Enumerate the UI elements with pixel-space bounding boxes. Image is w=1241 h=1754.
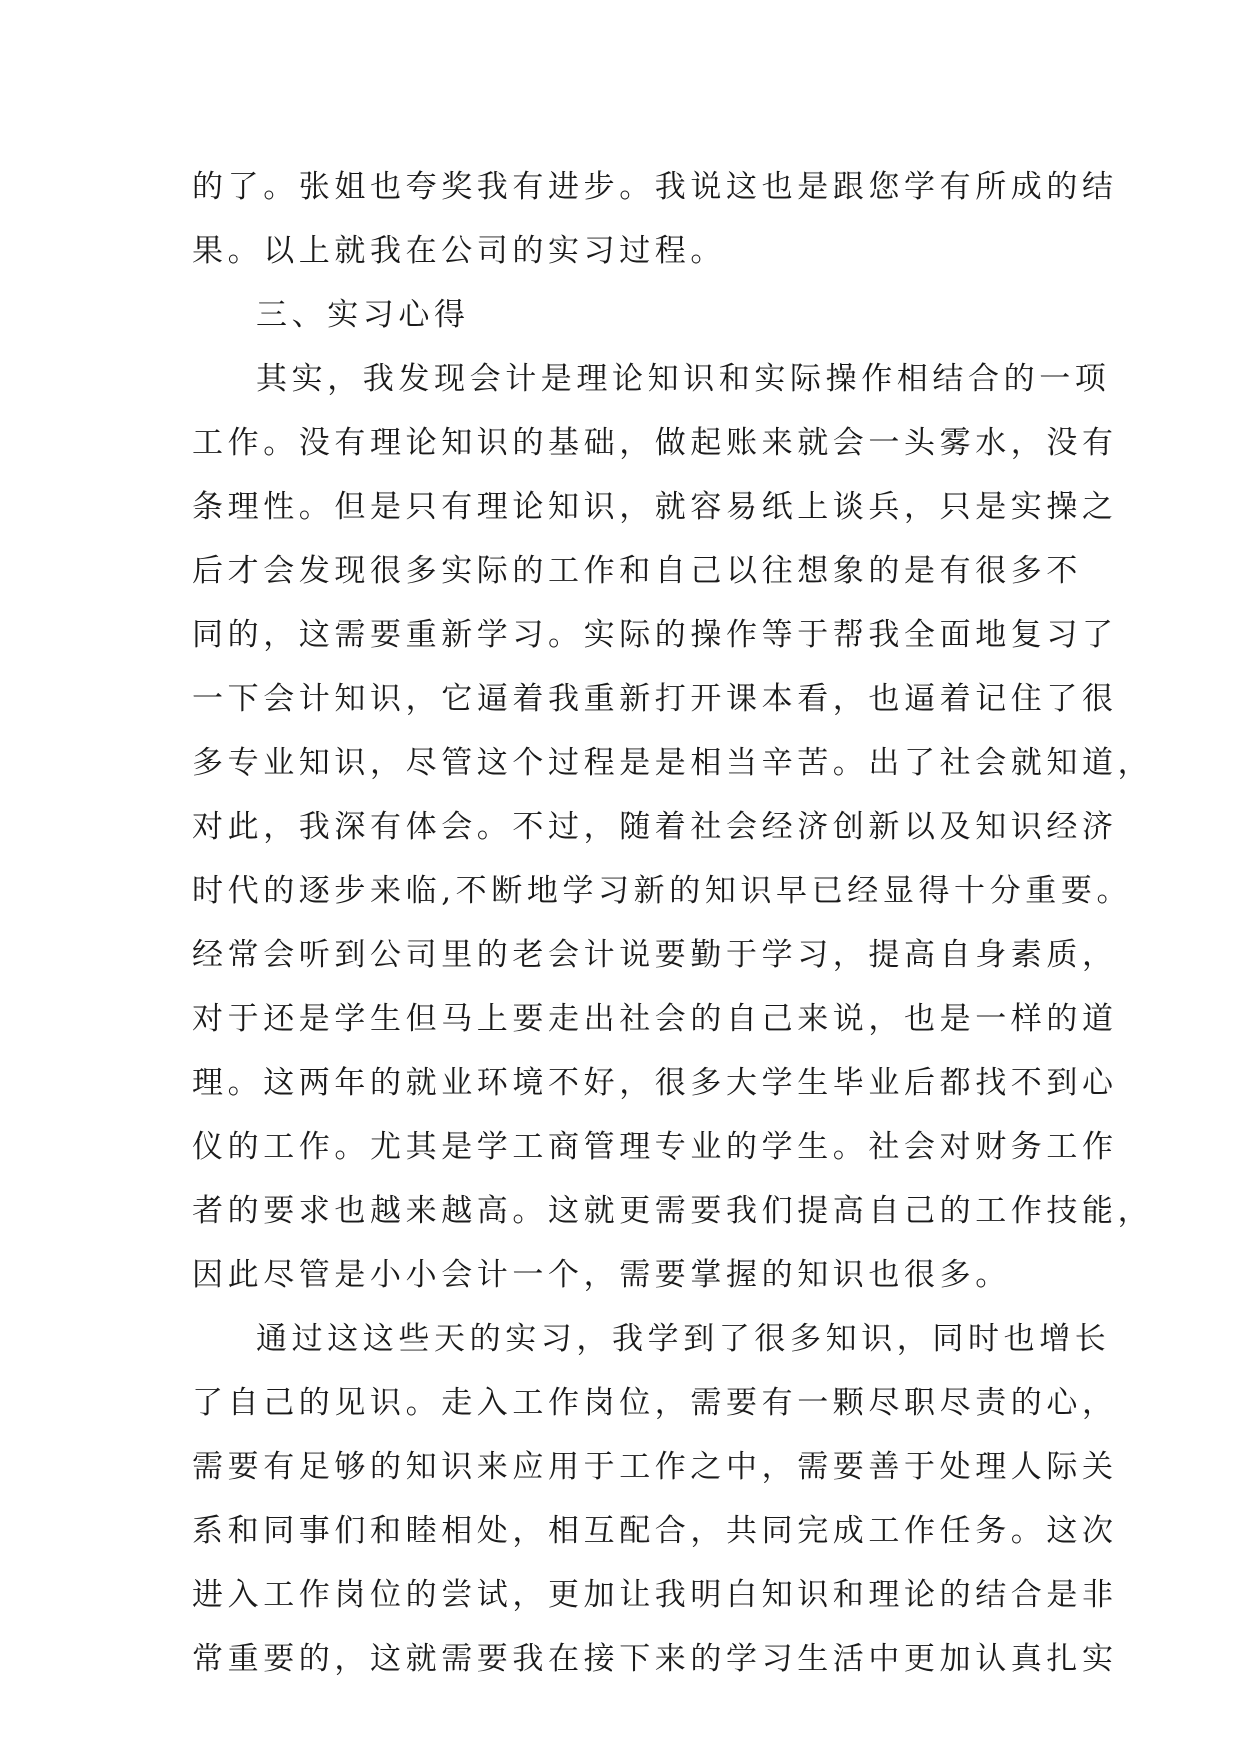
text-line: 的了。张姐也夸奖我有进步。我说这也是跟您学有所成的结 <box>192 169 1118 205</box>
text-line: 对于还是学生但马上要走出社会的自己来说，也是一样的道 <box>192 1001 1118 1037</box>
text-line: 后才会发现很多实际的工作和自己以往想象的是有很多不 <box>192 553 1082 589</box>
text-line: 仪的工作。尤其是学工商管理专业的学生。社会对财务工作 <box>192 1129 1118 1165</box>
text-line: 果。以上就我在公司的实习过程。 <box>192 233 726 269</box>
text-line: 多专业知识，尽管这个过程是是相当辛苦。出了社会就知道， <box>192 745 1154 781</box>
text-line: 条理性。但是只有理论知识，就容易纸上谈兵，只是实操之 <box>192 489 1118 525</box>
text-line: 同的，这需要重新学习。实际的操作等于帮我全面地复习了 <box>192 617 1118 653</box>
text-line: 需要有足够的知识来应用于工作之中，需要善于处理人际关 <box>192 1449 1118 1485</box>
text-line: 其实，我发现会计是理论知识和实际操作相结合的一项 <box>256 361 1111 397</box>
text-line: 一下会计知识，它逼着我重新打开课本看，也逼着记住了很 <box>192 681 1118 717</box>
text-line: 因此尽管是小小会计一个，需要掌握的知识也很多。 <box>192 1257 1011 1293</box>
text-line: 对此，我深有体会。不过，随着社会经济创新以及知识经济 <box>192 809 1118 845</box>
text-line: 常重要的，这就需要我在接下来的学习生活中更加认真扎实 <box>192 1641 1118 1677</box>
section-heading: 三、实习心得 <box>256 297 470 333</box>
text-line: 者的要求也越来越高。这就更需要我们提高自己的工作技能， <box>192 1193 1154 1229</box>
text-line: 进入工作岗位的尝试，更加让我明白知识和理论的结合是非 <box>192 1577 1118 1613</box>
text-line: 通过这这些天的实习，我学到了很多知识，同时也增长 <box>256 1321 1111 1357</box>
text-line: 系和同事们和睦相处，相互配合，共同完成工作任务。这次 <box>192 1513 1118 1549</box>
text-line: 时代的逐步来临,不断地学习新的知识早已经显得十分重要。 <box>192 873 1133 909</box>
text-line: 理。这两年的就业环境不好，很多大学生毕业后都找不到心 <box>192 1065 1118 1101</box>
text-line: 工作。没有理论知识的基础，做起账来就会一头雾水，没有 <box>192 425 1118 461</box>
text-line: 了自己的见识。走入工作岗位，需要有一颗尽职尽责的心， <box>192 1385 1118 1421</box>
body-text <box>192 155 1154 1691</box>
text-line: 经常会听到公司里的老会计说要勤于学习，提高自身素质， <box>192 937 1118 973</box>
